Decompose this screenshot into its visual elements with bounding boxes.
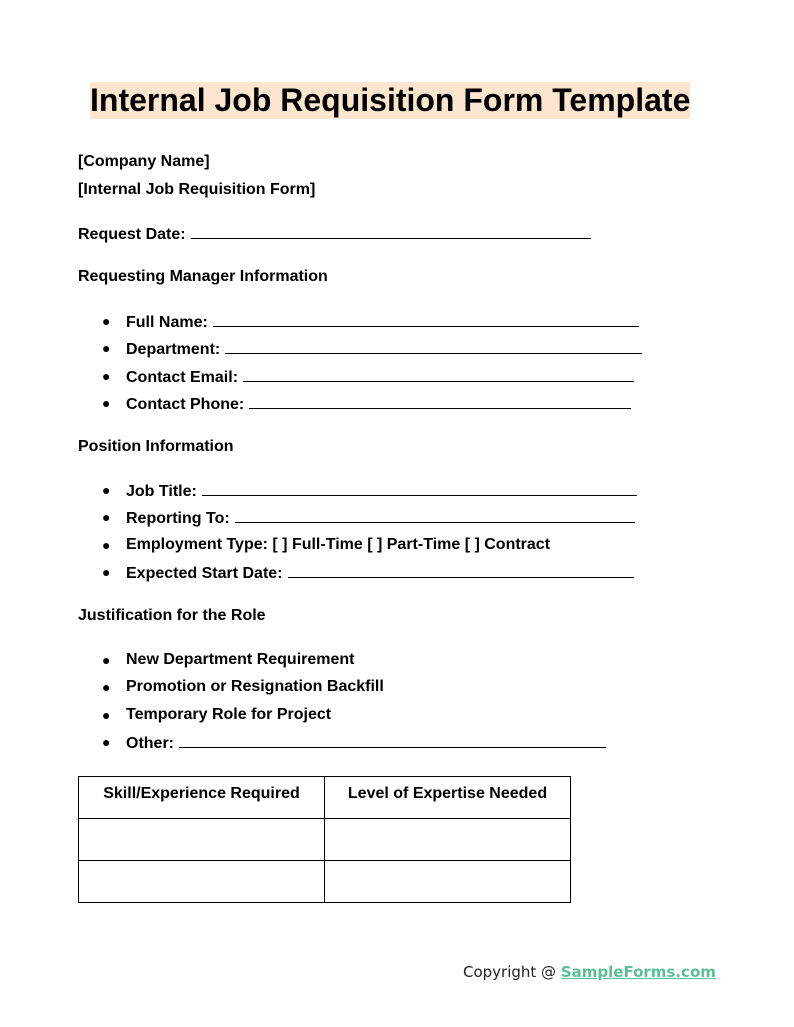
table-row — [79, 819, 571, 861]
other-label: Other: — [126, 735, 174, 752]
table-cell[interactable] — [325, 861, 571, 903]
full-name-label: Full Name: — [126, 314, 208, 331]
list-item — [126, 732, 606, 754]
table-header: Level of Expertise Needed — [325, 777, 571, 819]
department-blank[interactable] — [225, 338, 642, 354]
bullet-icon: ● — [102, 679, 111, 695]
manager-heading: Requesting Manager Information — [78, 268, 328, 285]
page-title: Internal Job Requisition Form Template — [90, 82, 691, 118]
department-label: Department: — [126, 341, 221, 358]
position-heading: Position Information — [78, 438, 234, 455]
reporting-to-blank[interactable] — [235, 507, 635, 523]
list-item — [126, 311, 639, 333]
list-item — [126, 338, 642, 360]
request-date-blank[interactable] — [191, 223, 591, 239]
table-header: Skill/Experience Required — [79, 777, 325, 819]
list-item: Promotion or Resignation Backfill — [126, 678, 384, 695]
list-item — [126, 393, 631, 415]
skills-table — [78, 776, 571, 903]
table-cell[interactable] — [325, 819, 571, 861]
employment-type-options[interactable]: Employment Type: [ ] Full-Time [ ] Part-Time [ ] Contract — [126, 536, 551, 553]
list-item: Temporary Role for Project — [126, 706, 332, 723]
footer — [463, 963, 716, 981]
bullet-icon: ● — [102, 707, 111, 723]
start-date-label: Expected Start Date: — [126, 565, 283, 582]
request-date-field — [78, 223, 591, 245]
bullet-icon: ● — [102, 652, 111, 668]
list-item — [126, 366, 634, 388]
list-item — [126, 562, 634, 584]
copyright-text: Copyright @ — [463, 963, 561, 981]
form-name: [Internal Job Requisition Form] — [78, 181, 316, 198]
full-name-blank[interactable] — [213, 311, 639, 327]
bullet-icon: ● — [102, 564, 111, 580]
other-blank[interactable] — [179, 732, 606, 748]
list-item — [126, 480, 637, 502]
contact-phone-label: Contact Phone: — [126, 396, 245, 413]
reporting-to-label: Reporting To: — [126, 510, 230, 527]
table-header-row — [79, 777, 571, 819]
sampleforms-link[interactable]: SampleForms.com — [560, 963, 716, 981]
bullet-icon: ● — [102, 734, 111, 750]
contact-email-blank[interactable] — [243, 366, 634, 382]
contact-phone-blank[interactable] — [249, 393, 631, 409]
bullet-icon: ● — [102, 395, 111, 411]
list-item: New Department Requirement — [126, 651, 355, 668]
start-date-blank[interactable] — [288, 562, 634, 578]
bullet-icon: ● — [102, 368, 111, 384]
bullet-icon: ● — [102, 537, 111, 553]
justification-heading: Justification for the Role — [78, 607, 266, 624]
company-name: [Company Name] — [78, 153, 210, 170]
bullet-icon: ● — [102, 313, 111, 329]
list-item — [126, 507, 635, 529]
bullet-icon: ● — [102, 340, 111, 356]
bullet-icon: ● — [102, 482, 111, 498]
request-date-label: Request Date: — [78, 226, 186, 243]
job-title-blank[interactable] — [202, 480, 637, 496]
job-title-label: Job Title: — [126, 483, 197, 500]
table-row — [79, 861, 571, 903]
bullet-icon: ● — [102, 509, 111, 525]
table-cell[interactable] — [79, 819, 325, 861]
table-cell[interactable] — [79, 861, 325, 903]
contact-email-label: Contact Email: — [126, 369, 239, 386]
